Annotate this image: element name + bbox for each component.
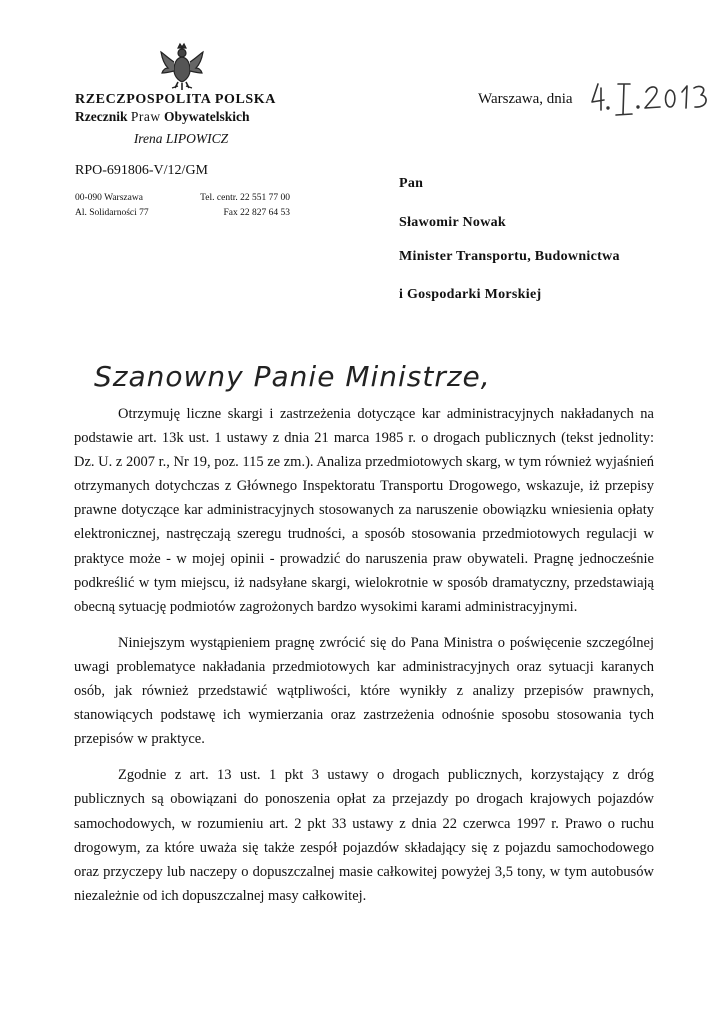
organization-name: RZECZPOSPOLITA POLSKA [75, 92, 276, 107]
org-sub-word: Obywatelskich [163, 109, 250, 124]
recipient-title: Minister Transportu, Budownictwa [399, 249, 620, 264]
org-sub-word: Rzecznik [75, 109, 128, 124]
body-paragraph: Zgodnie z art. 13 ust. 1 pkt 3 ustawy o drogach publicznych, korzystający z dróg publicznych są obowiązani do ponoszenia opłat za przejazdy po drogach krajowych pojazdów samochodowych, w rozumieniu art. 2 pkt 33 ustawy z dnia 22 czerwca 1997 r. Prawo o ruchu drogowym, za które uważa się także zespół pojazdów składający się z pojazdu samochodowego oraz przyczepy lub naczepy o dopuszczalnej masie całkowitej powyżej 3,5 tony, w tym autobusów niezależnie od ich dopuszczalnej masy całkowitej. [74, 767, 654, 904]
address-line: Al. Solidarności 77 [75, 208, 149, 218]
body-paragraph: Niniejszym wystąpieniem pragnę zwrócić się do Pana Ministra o poświęcenie szczególnej uwagi problematyce nakładania przedmiotowych kar administracyjnych oraz sytuacji karanych osób, jak również przedstawić wątpliwości, które wynikły z analizy przepisów prawnych, stanowiących podstawę ich wymierzania oraz zastrzeżenia odnośnie sposobu stosowania tych przepisów w praktyce. [74, 634, 654, 748]
handwritten-date [588, 78, 713, 122]
recipient-line: Pan [399, 176, 424, 191]
recipient-name: Sławomir Nowak [399, 215, 507, 230]
body-paragraph: Otrzymuję liczne skargi i zastrzeżenia dotyczące kar administracyjnych nakładanych na podstawie art. 13k ust. 1 ustawy z dnia 21 marca 1985 r. o drogach publicznych (tekst jednolity: Dz. U. z 2007 r., Nr 19, poz. 115 ze zm.). Analiza przedmiotowych skarg, w tym również wyjaśnień otrzymanych dotychczas z Głównego Inspektoratu Transportu Drogowego, wskazuje, iż przepisy prawne dotyczące kar administracyjnych stosowanych za naruszenie obowiązku wniesienia opłaty elektronicznej, nastręczają szeregu trudności, a sposób stosowania przedmiotowych regulacji w praktyce może - w mojej opinii - prowadzić do naruszenia praw obywateli. Pragnę jednocześnie podkreślić w tym miejscu, iż nadsyłane skargi, wielokrotnie w sposób dramatyczny, przedstawiają obecną sytuację podmiotów zagrożonych bardzo wysokimi karami administracyjnymi. [74, 406, 654, 615]
organization-subtitle [75, 109, 250, 125]
reference-number: RPO-691806-V/12/GM [75, 163, 209, 178]
phone-number: Tel. centr. 22 551 77 00 [200, 193, 290, 203]
ombudsman-name: Irena LIPOWICZ [133, 131, 229, 146]
polish-eagle-emblem-icon [158, 40, 206, 94]
fax-number: Fax 22 827 64 53 [223, 208, 290, 218]
date-city-label: Warszawa, dnia [478, 91, 573, 107]
org-sub-word: Praw [130, 109, 161, 124]
letter-body [74, 402, 654, 920]
address-line: 00-090 Warszawa [75, 193, 143, 203]
salutation-text: Szanowny Panie Ministrze, [94, 360, 491, 393]
handwritten-salutation [92, 352, 491, 404]
recipient-title: i Gospodarki Morskiej [399, 287, 542, 302]
